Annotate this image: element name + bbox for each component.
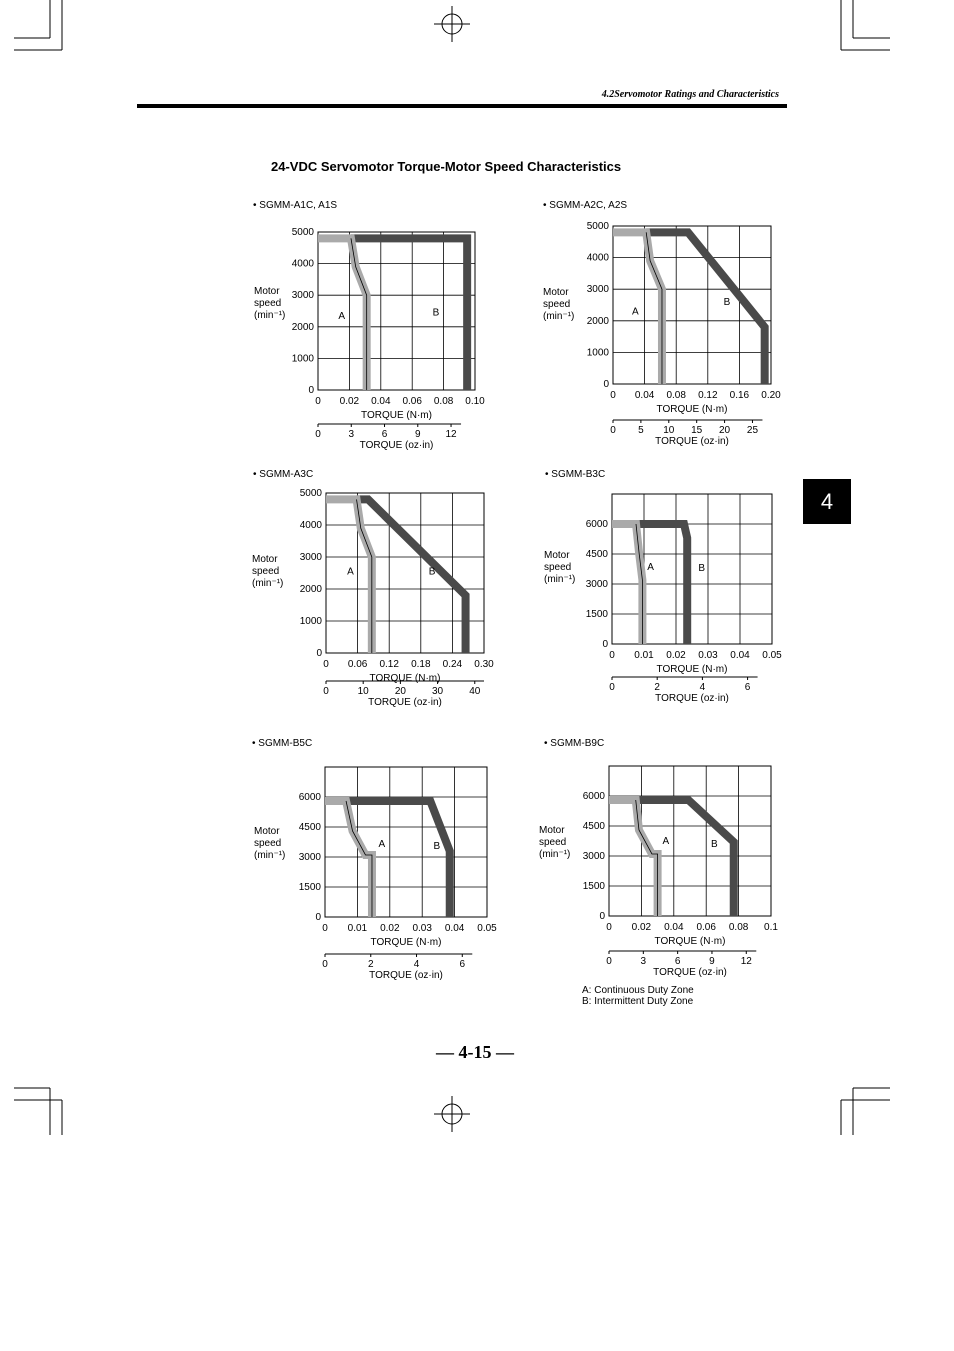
y-tick-label: 2000 — [291, 321, 314, 333]
secondary-tick-label: 15 — [691, 425, 703, 436]
zone-a-label: A — [378, 839, 386, 850]
y-tick-label: 0 — [316, 648, 322, 659]
secondary-tick-label: 9 — [709, 956, 715, 967]
x-tick-label: 0.08 — [728, 922, 749, 933]
y-tick-label: 5000 — [291, 227, 314, 238]
secondary-tick-label: 3 — [640, 956, 647, 967]
zone-b-label: B — [428, 566, 436, 578]
y-axis-title: speed — [252, 566, 280, 577]
y-tick-label: 1000 — [291, 353, 314, 365]
x-tick-label: 0.06 — [696, 922, 716, 933]
y-tick-label: 4500 — [298, 822, 321, 833]
x-tick-label: 0.08 — [433, 396, 454, 407]
y-axis-title: speed — [254, 838, 282, 849]
chart-4 — [544, 469, 782, 704]
y-tick-label: 0 — [599, 911, 605, 922]
x-tick-label: 0.04 — [634, 390, 655, 401]
y-tick-label: 0 — [603, 379, 609, 390]
y-axis-title: Motor — [252, 554, 278, 565]
secondary-tick-label: 30 — [432, 686, 444, 697]
secondary-tick-label: 0 — [609, 682, 615, 693]
x-tick-label: 0.10 — [465, 396, 485, 407]
y-tick-label: 0 — [308, 385, 314, 396]
secondary-tick-label: 2 — [654, 682, 660, 693]
secondary-axis-title: TORQUE (oz·in) — [653, 967, 727, 978]
y-axis-title: Motor — [544, 550, 570, 561]
zone-b-label: B — [433, 841, 441, 852]
chart-model-label: • SGMM-B3C — [545, 469, 606, 480]
x-tick-label: 0 — [609, 650, 615, 661]
x-tick-label: 0.02 — [339, 396, 360, 407]
y-tick-label: 3000 — [582, 851, 605, 862]
x-tick-label: 0.01 — [634, 650, 654, 661]
page-number: — 4-15 — — [436, 1042, 514, 1062]
secondary-tick-label: 6 — [744, 682, 751, 693]
zone-a-label: A — [631, 306, 639, 318]
chart-5 — [252, 738, 497, 981]
y-tick-label: 4000 — [291, 258, 314, 270]
y-tick-label: 5000 — [299, 488, 322, 499]
x-axis-title: TORQUE (N·m) — [369, 673, 441, 684]
plot-frame — [325, 767, 487, 917]
secondary-tick-label: 20 — [719, 425, 731, 436]
secondary-axis-title: TORQUE (oz·in) — [655, 693, 729, 704]
secondary-tick-label: 6 — [381, 429, 388, 440]
chart-model-label: • SGMM-A3C — [253, 469, 314, 480]
y-tick-label: 4000 — [586, 252, 609, 264]
secondary-tick-label: 10 — [663, 425, 675, 436]
secondary-tick-label: 20 — [394, 686, 406, 697]
x-axis-title: TORQUE (N·m) — [656, 404, 728, 415]
y-tick-label: 6000 — [582, 791, 605, 802]
x-tick-label: 0.08 — [666, 390, 686, 401]
y-axis-title: (min⁻¹) — [543, 311, 575, 322]
x-tick-label: 0 — [315, 396, 321, 407]
x-tick-label: 0.02 — [631, 922, 652, 933]
page-title: 24-VDC Servomotor Torque-Motor Speed Characteristics — [271, 159, 622, 174]
secondary-tick-label: 6 — [459, 959, 466, 970]
x-axis-title: TORQUE (N·m) — [370, 937, 442, 948]
x-tick-label: 0.24 — [442, 659, 463, 670]
zone-a-boundary — [609, 800, 658, 916]
y-tick-label: 0 — [315, 912, 321, 923]
x-tick-label: 0.30 — [474, 659, 494, 670]
x-tick-label: 0.12 — [379, 659, 399, 670]
x-tick-label: 0.06 — [402, 396, 422, 407]
y-axis-title: Motor — [254, 826, 280, 837]
y-tick-label: 6000 — [585, 519, 608, 530]
y-axis-title: (min⁻¹) — [539, 849, 571, 860]
zone-a-label: A — [647, 562, 654, 573]
y-axis-title: Motor — [539, 825, 565, 836]
x-axis-title: TORQUE (N·m) — [656, 664, 728, 675]
registration-mark-bottom — [434, 1096, 470, 1132]
secondary-tick-label: 0 — [315, 429, 321, 440]
y-axis-title: speed — [254, 298, 282, 309]
secondary-tick-label: 0 — [323, 686, 329, 697]
secondary-tick-label: 12 — [740, 956, 752, 967]
x-tick-label: 0.03 — [412, 923, 432, 934]
x-tick-label: 0.02 — [380, 923, 400, 934]
chart-model-label: • SGMM-A1C, A1S — [253, 200, 338, 211]
secondary-tick-label: 12 — [445, 429, 457, 440]
secondary-axis-title: TORQUE (oz·in) — [368, 697, 442, 708]
secondary-axis-title: TORQUE (oz·in) — [369, 970, 443, 981]
secondary-tick-label: 5 — [638, 425, 644, 436]
secondary-axis-title: TORQUE (oz·in) — [655, 436, 729, 447]
secondary-axis-title: TORQUE (oz·in) — [359, 440, 434, 451]
zone-b-label: B — [698, 563, 706, 574]
y-tick-label: 2000 — [299, 584, 322, 595]
y-axis-title: speed — [544, 562, 572, 573]
legend-intermittent: B: Intermittent Duty Zone — [582, 996, 694, 1007]
x-tick-label: 0.16 — [729, 390, 750, 401]
y-axis-title: (min⁻¹) — [544, 574, 576, 585]
zone-b-label: B — [711, 839, 718, 850]
chart-model-label: • SGMM-B5C — [252, 738, 313, 749]
y-tick-label: 1000 — [299, 616, 322, 627]
x-tick-label: 0.04 — [664, 922, 684, 933]
y-tick-label: 1500 — [585, 609, 608, 620]
secondary-tick-label: 0 — [606, 956, 612, 967]
y-axis-title: speed — [543, 299, 571, 310]
secondary-tick-label: 4 — [699, 682, 706, 693]
legend-continuous: A: Continuous Duty Zone — [582, 985, 694, 996]
zone-a-label: A — [347, 566, 354, 578]
chart-model-label: • SGMM-A2C, A2S — [543, 200, 628, 211]
y-tick-label: 5000 — [586, 221, 609, 232]
secondary-tick-label: 0 — [610, 425, 616, 436]
chart-6 — [539, 738, 778, 978]
y-tick-label: 3000 — [585, 579, 608, 590]
y-axis-title: (min⁻¹) — [254, 850, 286, 861]
secondary-tick-label: 4 — [413, 959, 420, 970]
x-axis-title: TORQUE (N·m) — [361, 410, 432, 421]
x-axis-title: TORQUE (N·m) — [654, 936, 726, 947]
zone-b-boundary — [346, 801, 450, 917]
y-tick-label: 6000 — [298, 792, 321, 803]
secondary-tick-label: 2 — [367, 959, 374, 970]
x-tick-label: 0.05 — [762, 650, 782, 661]
y-tick-label: 3000 — [586, 284, 609, 296]
y-axis-title: Motor — [543, 287, 569, 298]
y-tick-label: 1000 — [586, 347, 609, 359]
chapter-tab: 4 — [803, 479, 851, 524]
x-tick-label: 0.01 — [347, 923, 368, 934]
secondary-tick-label: 40 — [469, 686, 481, 697]
x-tick-label: 0.20 — [761, 390, 781, 401]
y-tick-label: 4500 — [585, 549, 608, 560]
chart-2 — [543, 200, 781, 447]
secondary-tick-label: 0 — [322, 959, 328, 970]
y-tick-label: 3000 — [299, 552, 322, 563]
y-tick-label: 3000 — [298, 852, 321, 863]
registration-mark-top — [434, 6, 470, 42]
zone-a-boundary — [325, 801, 372, 917]
y-axis-title: (min⁻¹) — [254, 310, 286, 321]
chart-3 — [252, 469, 494, 708]
secondary-tick-label: 3 — [348, 429, 355, 440]
y-tick-label: 1500 — [582, 881, 605, 892]
x-tick-label: 0 — [323, 659, 329, 670]
charts — [252, 200, 782, 981]
y-tick-label: 3000 — [291, 290, 314, 302]
chart-model-label: • SGMM-B9C — [544, 738, 605, 749]
plot-frame — [612, 494, 772, 644]
y-axis-title: speed — [539, 837, 567, 848]
x-tick-label: 0.02 — [666, 650, 686, 661]
y-tick-label: 4000 — [299, 520, 322, 531]
y-tick-label: 1500 — [298, 882, 321, 893]
y-tick-label: 0 — [602, 639, 608, 650]
zone-b-label: B — [432, 307, 440, 319]
x-tick-label: 0.06 — [347, 659, 368, 670]
x-tick-label: 0 — [322, 923, 328, 934]
y-axis-title: (min⁻¹) — [252, 578, 284, 589]
zone-b-label: B — [723, 297, 731, 308]
x-tick-label: 0.04 — [444, 923, 465, 934]
y-tick-label: 2000 — [586, 315, 609, 327]
x-tick-label: 0.04 — [730, 650, 750, 661]
zone-a-label: A — [662, 836, 670, 847]
zone-a-label: A — [338, 310, 346, 322]
x-tick-label: 0.05 — [477, 923, 497, 934]
x-tick-label: 0.12 — [698, 390, 718, 401]
chart-1 — [253, 200, 485, 451]
plot-frame — [609, 766, 771, 916]
y-axis-title: Motor — [254, 286, 280, 297]
x-tick-label: 0.1 — [764, 922, 778, 933]
x-tick-label: 0 — [610, 390, 616, 401]
x-tick-label: 0.03 — [698, 650, 718, 661]
secondary-tick-label: 10 — [357, 686, 369, 697]
secondary-tick-label: 25 — [746, 425, 759, 436]
y-tick-label: 4500 — [582, 821, 605, 832]
x-tick-label: 0.18 — [411, 659, 431, 670]
running-header: 4.2Servomotor Ratings and Characteristics — [601, 89, 779, 100]
secondary-tick-label: 9 — [414, 429, 421, 440]
secondary-tick-label: 6 — [674, 956, 681, 967]
x-tick-label: 0 — [606, 922, 612, 933]
x-tick-label: 0.04 — [371, 396, 391, 407]
